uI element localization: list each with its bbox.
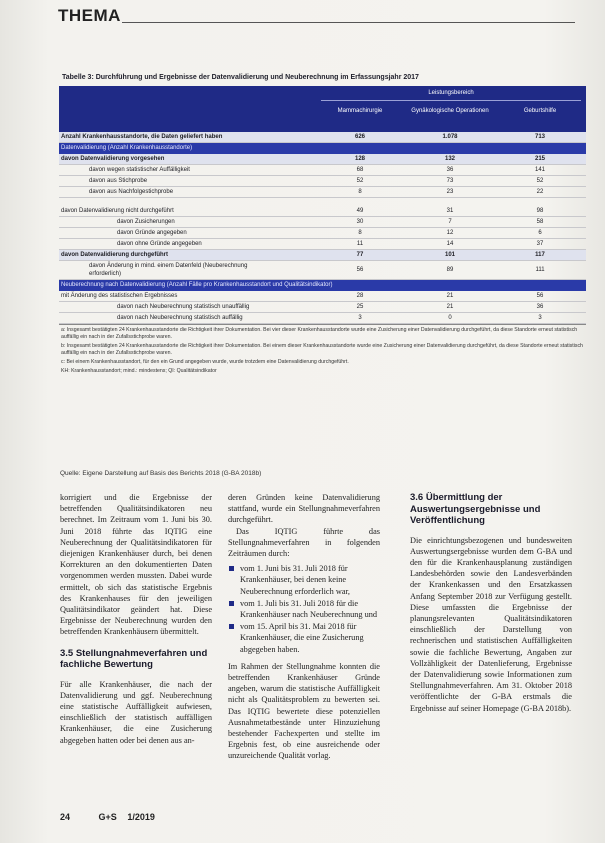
table-note: b: Insgesamt bestätigten 24 Krankenhausstandorte die Richtigkeit ihrer Dokumentation. Bei einem dieser Krankenhausstandorte wurde eine Zusicherung einer Datenvalidierung durchgeführt, da diese Standorte erneut statistisch auffällig ein nach in der Zufallsstichprobe waren. — [61, 343, 583, 356]
column-header: Gynäkologische Operationen — [411, 108, 489, 114]
table-cell: 31 — [446, 208, 454, 214]
table-cell: 117 — [535, 252, 545, 258]
table-spacer — [59, 198, 586, 206]
table-caption: Tabelle 3: Durchführung und Ergebnisse der Datenvalidierung und Neuberechnung im Erfassungsjahr 2017 — [62, 74, 419, 81]
table-cell: 626 — [354, 134, 365, 140]
column-header: Geburtshilfe — [523, 108, 557, 114]
table-cell: 30 — [356, 219, 364, 225]
paragraph: Für alle Krankenhäuser, die nach der Datenvalidierung und ggf. Neuberechnung eine statistische Auffälligkeit aufwiesen, einschließlich der statistisch auffälligen Krankenhäuser, die eine Zusicherung abgegeben hatten oder bei denen aus an- — [60, 679, 212, 745]
table-cell: 6 — [538, 230, 542, 236]
table-note: KH: Krankenhausstandort; mind.: mindestens; QI: Qualitätsindikator — [61, 368, 217, 374]
text-column-2 — [228, 492, 380, 762]
row-label: davon Datenvalidierung nicht durchgeführt — [61, 208, 174, 214]
table-cell: 77 — [356, 252, 364, 258]
text-column-3 — [410, 492, 572, 714]
table-cell: 21 — [446, 304, 454, 310]
row-label: davon wegen statistischer Auffälligkeit — [89, 167, 190, 173]
group-header: Leistungsbereich — [428, 90, 474, 96]
table-cell: 56 — [356, 267, 364, 273]
data-table — [59, 86, 586, 379]
list-item: vom 15. April bis 31. Mai 2018 für Krankenhäuser, die eine Zusicherung abgegeben haben. — [240, 621, 380, 655]
paragraph: Das IQTIG führte das Stellungnahmeverfahren in folgenden Zeiträumen durch: — [228, 526, 380, 559]
group-header-rule — [321, 100, 581, 101]
row-label: davon Datenvalidierung durchgeführt — [61, 252, 169, 258]
table-cell: 21 — [446, 293, 454, 299]
table-header — [59, 86, 586, 132]
table-cell: 14 — [446, 241, 454, 247]
table-cell: 22 — [536, 189, 544, 195]
table-cell: 23 — [446, 189, 454, 195]
table-cell: 101 — [444, 252, 455, 258]
heading-3-5: 3.5 Stellungnahmeverfahren und fachliche Bewertung — [60, 647, 208, 671]
table-cell: 37 — [536, 241, 544, 247]
table-notes — [59, 324, 586, 379]
table-row — [59, 291, 586, 302]
table-row — [59, 313, 586, 324]
header-rule — [122, 22, 575, 23]
table-row — [59, 250, 586, 261]
table-cell: 141 — [534, 167, 545, 173]
table-cell: 128 — [354, 156, 365, 162]
row-label: davon aus Stichprobe — [89, 178, 148, 184]
row-label: davon Änderung in mind. einem Datenfeld (Neuberechnung erforderlich) — [89, 263, 248, 277]
table-cell: 8 — [358, 230, 362, 236]
table-note: c: Bei einem Krankenhausstandort, für den ein Grund angegeben wurde, wurde trotzdem eine Datenvalidierung durchgeführt. — [61, 359, 349, 365]
list-item: vom 1. Juni bis 31. Juli 2018 für Krankenhäuser, bei denen keine Neuberechnung erforderlich war, — [240, 563, 380, 597]
row-label: davon nach Neuberechnung statistisch unauffällig — [117, 304, 250, 310]
heading-3-6: 3.6 Übermittlung der Auswertungsergebnisse und Veröffentlichung — [410, 492, 541, 526]
page-footer — [60, 812, 181, 822]
table-cell: 52 — [356, 178, 364, 184]
paragraph: Die einrichtungsbezogenen und bundesweiten Auswertungsergebnisse wurden dem G-BA und den für die Krankenhausplanung zuständigen Landesbehörden sowie den Landesverbänden der Krankenkassen und den Ersatzkassen Anfang September 2018 zur Verfügung gestellt. Diese umfassten die Ergebnisse der planungsrelevanten Qualitätsindikatoren einschließlich der Darstellung von rechnerischen und statistischen Auffälligkeiten sowie die fachliche Bewertung, Angaben zur Vollzähligkeit der Datenlieferung, Ergebnisse der Datenvalidierung sowie Informationen zum Stellungnahmeverfahren. Am 31. Oktober 2018 veröffentlichte der G-BA erstmals die Ergebnisse auf seiner Homepage (G-BA 2018b). — [410, 535, 572, 713]
table-row — [59, 217, 586, 228]
table-cell: 215 — [534, 156, 545, 162]
table-row — [59, 228, 586, 239]
table-cell: 56 — [536, 293, 544, 299]
table-row — [59, 261, 586, 280]
table-cell: 68 — [356, 167, 364, 173]
row-label: davon Datenvalidierung vorgesehen — [61, 156, 165, 162]
table-row — [59, 187, 586, 198]
table-cell: 12 — [446, 230, 454, 236]
table-cell: 0 — [448, 315, 452, 321]
table-cell: 73 — [446, 178, 454, 184]
table-row — [59, 176, 586, 187]
table-row — [59, 154, 586, 165]
table-cell: 3 — [358, 315, 362, 321]
table-cell: 8 — [358, 189, 362, 195]
row-label: davon nach Neuberechnung statistisch auffällig — [117, 315, 243, 321]
table-row — [59, 302, 586, 313]
table-cell: 11 — [356, 241, 364, 247]
table-body — [59, 132, 586, 324]
list-item: vom 1. Juli bis 31. Juli 2018 für die Krankenhäuser nach Neuberechnung und — [240, 598, 380, 620]
row-label: Anzahl Krankenhausstandorte, die Daten geliefert haben — [61, 134, 223, 140]
table-section-header: Neuberechnung nach Datenvalidierung (Anzahl Fälle pro Krankenhausstandort und Qualitätsindikator) — [59, 280, 586, 291]
table-row — [59, 239, 586, 250]
paragraph: Im Rahmen der Stellungnahme konnten die betreffenden Krankenhäuser Gründe angeben, warum die statistische Auffälligkeit nicht als Qualitätsproblem zu bewerten sei. Das IQTIG bewertete diese potenziellen Ausnahmetatbestände unter Hinzuziehung bestehender Fachexperten und stellte im Ergebnis fest, ob eine ausreichende oder unzureichende Qualität vorlag. — [228, 661, 380, 761]
table-cell: 7 — [448, 219, 452, 225]
table-cell: 49 — [356, 208, 364, 214]
table-cell: 98 — [536, 208, 544, 214]
table-cell: 713 — [534, 134, 545, 140]
table-section-header: Datenvalidierung (Anzahl Krankenhausstandorte) — [59, 143, 586, 154]
table-cell: 25 — [356, 304, 364, 310]
table-source: Quelle: Eigene Darstellung auf Basis des Berichts 2018 (G-BA 2018b) — [60, 470, 262, 477]
table-cell: 36 — [536, 304, 544, 310]
table-cell: 36 — [446, 167, 454, 173]
table-cell: 3 — [538, 315, 542, 321]
table-cell: 1.078 — [442, 134, 458, 140]
paragraph: korrigiert und die Ergebnisse der betreffenden Qualitätsindikatoren neu berechnet. Im Zeitraum vom 1. Juni bis 30. Juni 2018 führte das IQTIG eine Neuberechnung der Qualitätsindikatoren für diejenigen Krankenhäuser durch, bei denen Korrekturen an den dokumentierten Daten vorgenommen werden mussten. Dabei wurde ermittelt, ob sich das statistische Ergebnis des Krankenhauses für den jeweiligen Qualitätsindikator geändert hat. Diese Ergebnisse der Neuberechnung wurden den betreffenden Krankenhäusern übermittelt. — [60, 493, 212, 637]
row-label: mit Änderung des statistischen Ergebnisses — [61, 293, 178, 299]
table-row — [59, 132, 586, 143]
table-cell: 58 — [536, 219, 544, 225]
table-row — [59, 206, 586, 217]
table-note: a: Insgesamt bestätigten 24 Krankenhausstandorte die Richtigkeit ihrer Dokumentation. Bei vier dieser Krankenhausstandorte wurde eine Zusicherung einer Datenvalidierung durchgeführt, da diese Standorte erneut statistisch auffällig ein nach in der Zufallsstichprobe waren. — [61, 327, 578, 340]
journal-name: G+S — [98, 812, 117, 822]
table-cell: 28 — [356, 293, 364, 299]
table-cell: 111 — [535, 267, 545, 273]
bullet-list — [228, 563, 380, 655]
table-cell: 89 — [446, 267, 454, 273]
issue-number: 1/2019 — [127, 812, 155, 822]
column-header: Mammachirurgie — [337, 108, 383, 114]
table-row — [59, 165, 586, 176]
page-number: 24 — [60, 812, 71, 822]
table-cell: 52 — [536, 178, 544, 184]
row-label: davon Gründe angegeben — [117, 230, 187, 236]
section-header: THEMA — [58, 6, 121, 25]
paragraph: deren Gründen keine Datenvalidierung stattfand, wurde ein Stellungnahmeverfahren durchgeführt. — [228, 493, 380, 525]
row-label: davon aus Nachfolgestichprobe — [89, 189, 174, 195]
row-label: davon ohne Gründe angegeben — [117, 241, 202, 247]
table-cell: 132 — [444, 156, 455, 162]
text-column-1 — [60, 492, 212, 746]
row-label: davon Zusicherungen — [117, 219, 175, 225]
